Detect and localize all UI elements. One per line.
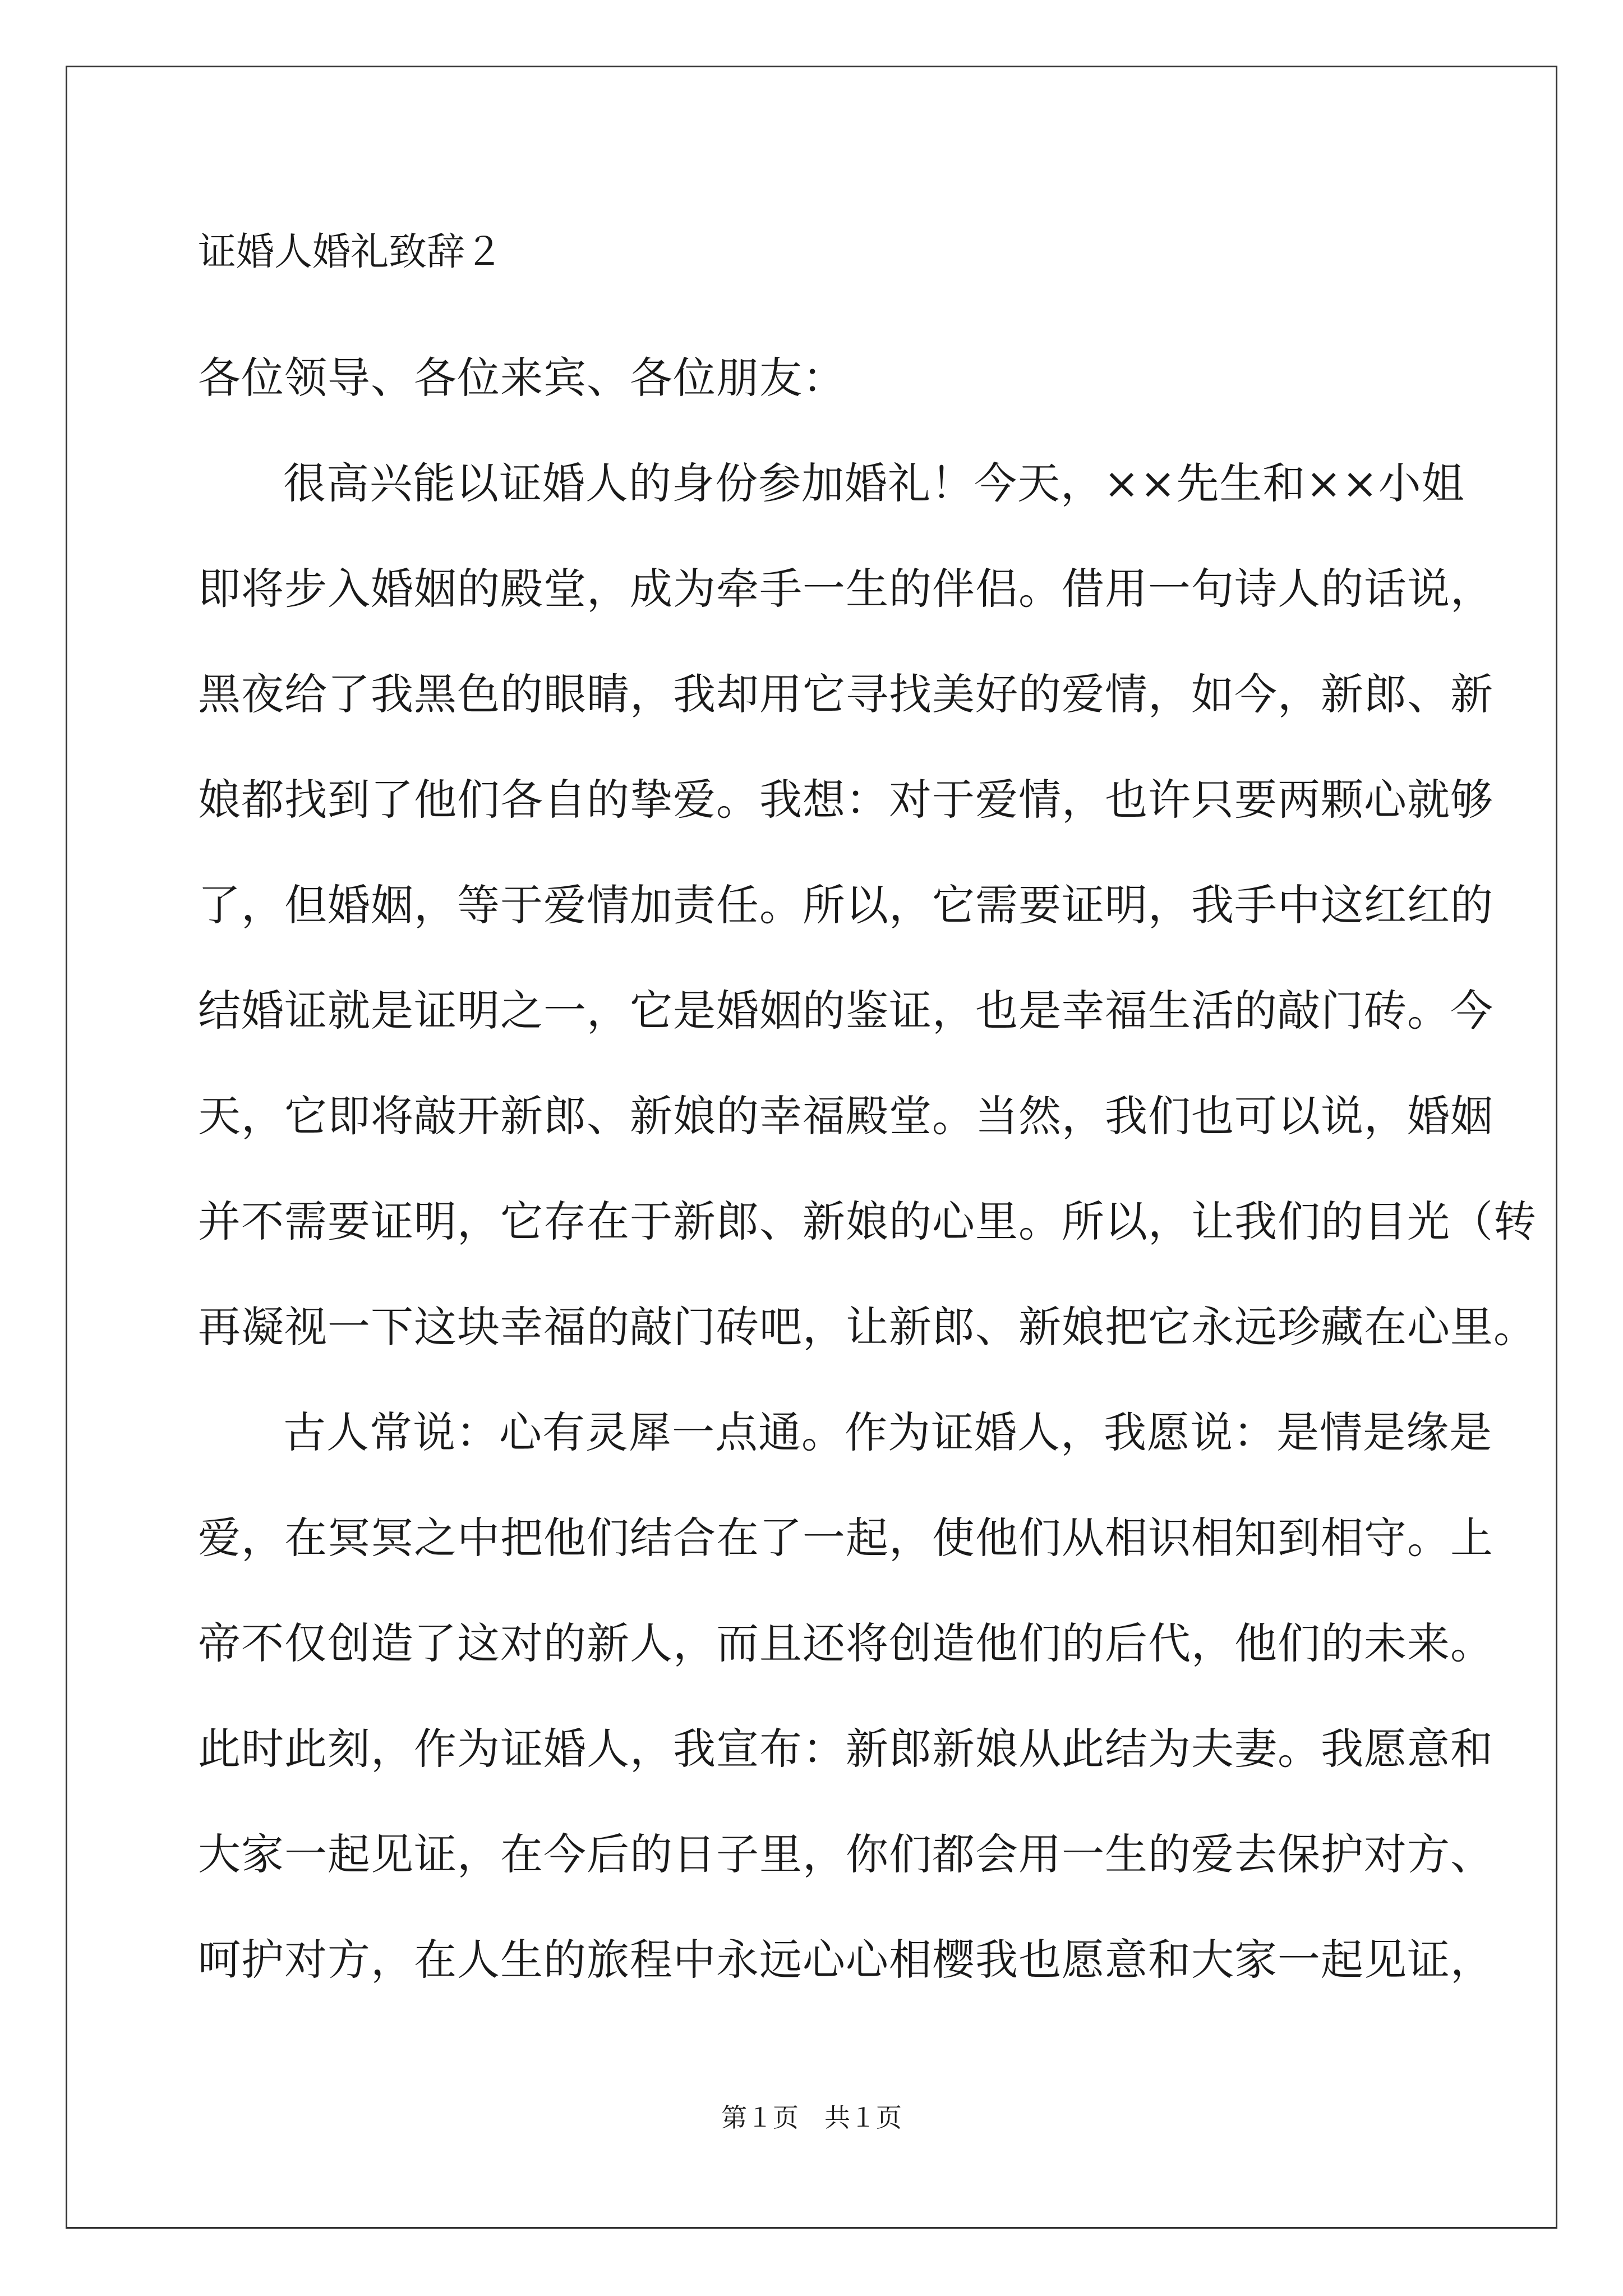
page-number-footer: 第１页 共１页 (721, 2102, 902, 2133)
paragraph-line: 即将步入婚姻的殿堂，成为牵手一生的伴侣。借用一句诗人的话说， (198, 564, 1493, 614)
paragraph-line: 天，它即将敲开新郎、新娘的幸福殿堂。当然，我们也可以说，婚姻 (198, 1091, 1493, 1141)
paragraph-line: 结婚证就是证明之一，它是婚姻的鉴证，也是幸福生活的敲门砖。今 (198, 986, 1493, 1036)
document-body (198, 219, 1537, 2013)
paragraph-line: 了，但婚姻，等于爱情加责任。所以，它需要证明，我手中这红红的 (198, 880, 1493, 930)
paragraph-1 (198, 431, 1537, 1380)
paragraph-line: 大家一起见证，在今后的日子里，你们都会用一生的爱去保护对方、 (198, 1829, 1493, 1879)
paragraph-line: 古人常说：心有灵犀一点通。作为证婚人，我愿说：是情是缘是 (283, 1407, 1492, 1457)
paragraph-line: 黑夜给了我黑色的眼睛，我却用它寻找美好的爱情，如今，新郎、新 (198, 669, 1493, 719)
paragraph-line: 爱，在冥冥之中把他们结合在了一起，使他们从相识相知到相守。上 (198, 1513, 1493, 1563)
paragraph-line: 很高兴能以证婚人的身份参加婚礼！今天，××先生和××小姐 (283, 458, 1465, 508)
paragraph-2 (198, 1380, 1493, 2013)
paragraph-line: 帝不仅创造了这对的新人，而且还将创造他们的后代，他们的未来。 (198, 1618, 1493, 1668)
paragraph-line: 呵护对方，在人生的旅程中永远心心相樱我也愿意和大家一起见证， (198, 1935, 1493, 1985)
document-title: 证婚人婚礼致辞２ (198, 230, 504, 274)
paragraph-line: 并不需要证明，它存在于新郎、新娘的心里。所以，让我们的目光（转 (198, 1197, 1537, 1246)
paragraph-line: 再凝视一下这块幸福的敲门砖吧，让新郎、新娘把它永远珍藏在心里。 (198, 1302, 1537, 1352)
paragraph-line: 此时此刻，作为证婚人，我宣布：新郎新娘从此结为夫妻。我愿意和 (198, 1724, 1493, 1774)
salutation: 各位领导、各位来宾、各位朋友： (198, 353, 846, 403)
paragraph-line: 娘都找到了他们各自的挚爱。我想：对于爱情，也许只要两颗心就够 (198, 775, 1493, 825)
